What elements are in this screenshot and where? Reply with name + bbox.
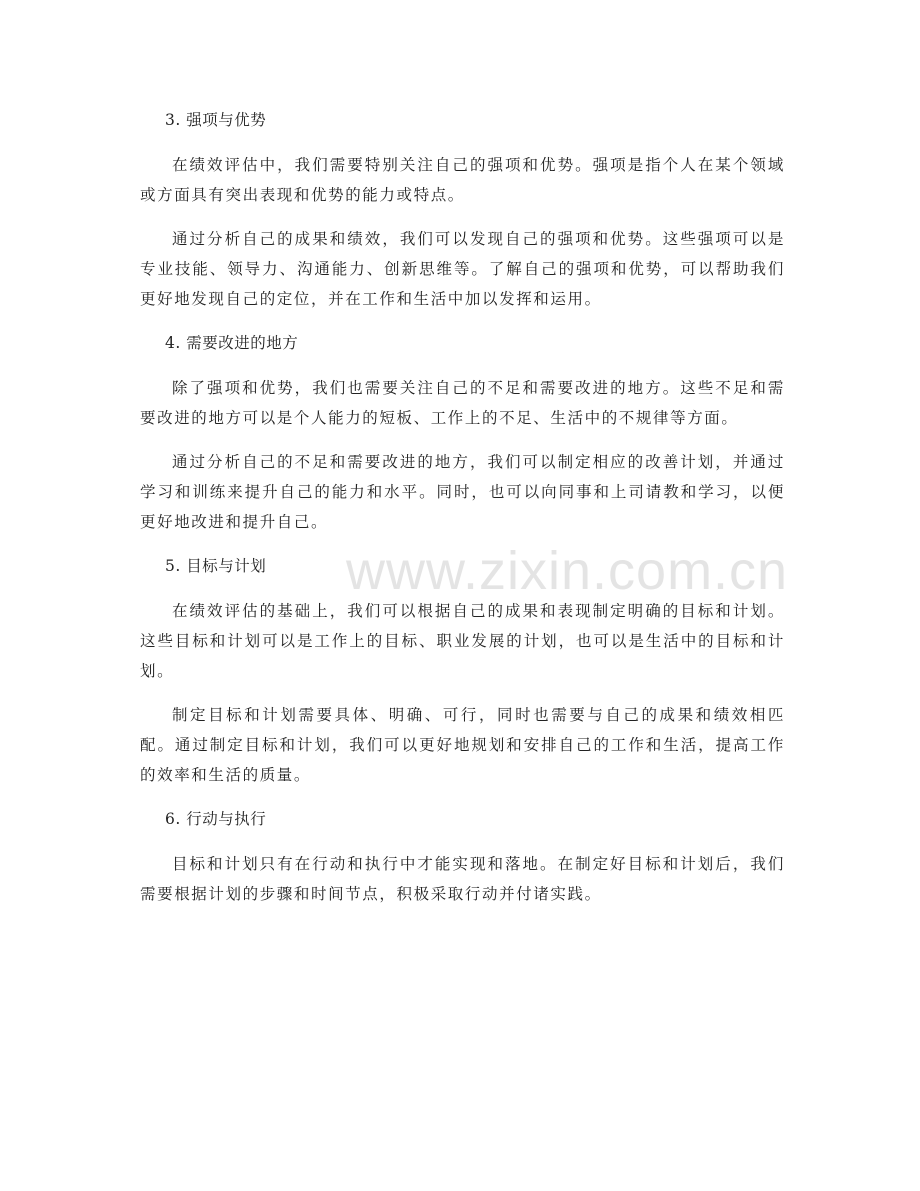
section-heading: 5. 目标与计划	[165, 557, 267, 575]
paragraph: 在绩效评估的基础上，我们可以根据自己的成果和表现制定明确的目标和计划。这些目标和计划可以是工作上的目标、职业发展的计划，也可以是生活中的目标和计划。	[140, 602, 785, 680]
paragraph: 目标和计划只有在行动和执行中才能实现和落地。在制定好目标和计划后，我们需要根据计划的步骤和时间节点，积极采取行动并付诸实践。	[140, 855, 785, 903]
document-body	[140, 105, 785, 923]
section-action-execution	[140, 804, 785, 909]
paragraph: 通过分析自己的成果和绩效，我们可以发现自己的强项和优势。这些强项可以是专业技能、领导力、沟通能力、创新思维等。了解自己的强项和优势，可以帮助我们更好地发现自己的定位，并在工作和生活中加以发挥和运用。	[140, 230, 785, 308]
paragraph: 制定目标和计划需要具体、明确、可行，同时也需要与自己的成果和绩效相匹配。通过制定目标和计划，我们可以更好地规划和安排自己的工作和生活，提高工作的效率和生活的质量。	[140, 706, 785, 784]
section-heading: 4. 需要改进的地方	[165, 334, 299, 352]
paragraph: 通过分析自己的不足和需要改进的地方，我们可以制定相应的改善计划，并通过学习和训练来提升自己的能力和水平。同时，也可以向同事和上司请教和学习，以便更好地改进和提升自己。	[140, 453, 785, 531]
paragraph: 除了强项和优势，我们也需要关注自己的不足和需要改进的地方。这些不足和需要改进的地方可以是个人能力的短板、工作上的不足、生活中的不规律等方面。	[140, 379, 785, 427]
section-goals-plans	[140, 551, 785, 790]
watermark: www.zixin.com.cn	[346, 541, 789, 601]
paragraph: 在绩效评估中，我们需要特别关注自己的强项和优势。强项是指个人在某个领域或方面具有突出表现和优势的能力或特点。	[140, 156, 785, 204]
section-strengths	[140, 105, 785, 314]
section-improvements	[140, 328, 785, 537]
section-heading: 6. 行动与执行	[165, 810, 267, 828]
section-heading: 3. 强项与优势	[165, 111, 267, 129]
